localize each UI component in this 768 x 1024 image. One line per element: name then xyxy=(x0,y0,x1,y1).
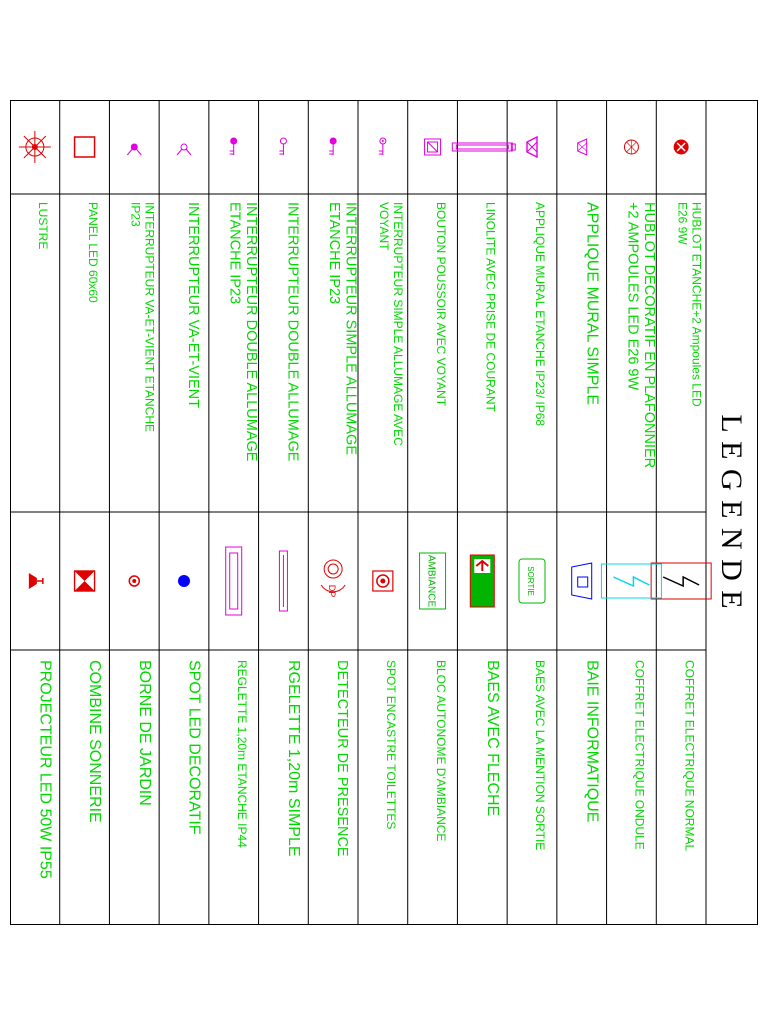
legend-title: L E G E N D E xyxy=(715,414,748,610)
switch-double-waterproof-icon xyxy=(230,138,237,155)
exit-arrow-sign-icon xyxy=(470,555,494,607)
legend-label: APPLIQUE MURAL ETANCHE IP23/ IP68 xyxy=(533,202,548,427)
linolite-icon xyxy=(452,143,515,151)
legend-label: VOYANT xyxy=(377,202,392,251)
legend-label: BAIE INFORMATIQUE xyxy=(583,660,601,823)
legend-label: HUBLOT DECORATIF EN PLAFONNIER xyxy=(640,202,657,469)
legend-label: INTERRUPTEUR DOUBLE ALLUMAGE xyxy=(243,202,260,462)
red-decorative-circle-icon xyxy=(624,140,638,154)
exit-sign-text: SORTIE xyxy=(526,566,535,596)
led-panel-icon xyxy=(75,137,95,157)
legend-label: ETANCHE IP23 xyxy=(325,202,342,305)
exit-sign-icon xyxy=(519,559,545,603)
legend-label: PANEL LED 60x60 xyxy=(85,202,100,303)
legend-label: BORNE DE JARDIN xyxy=(135,660,153,806)
left-column xyxy=(19,131,703,468)
legend-label: ETANCHE IP23 xyxy=(226,202,243,305)
legend-label: INTERRUPTEUR SIMPLE ALLUMAGE xyxy=(342,202,359,455)
led-floodlight-icon xyxy=(29,573,43,589)
legend-label: HUBLOT ETANCHE+2 Ampoules LED xyxy=(689,202,704,407)
legend-label: INTERRUPTEUR VA-ET-VIENT xyxy=(185,202,202,408)
switch-double-icon xyxy=(279,138,286,155)
electrical-box-normal-icon xyxy=(651,563,711,599)
legend-label: INTERRUPTEUR VA-ET-VIENT ETANCHE xyxy=(142,202,157,433)
presence-detector-icon xyxy=(321,560,345,597)
legend-label: INTERRUPTEUR DOUBLE ALLUMAGE xyxy=(284,202,301,462)
legend-label: BLOC AUTONOME D'AMBIANCE xyxy=(433,660,448,842)
network-rack-icon xyxy=(572,563,592,599)
batten-waterproof-icon xyxy=(226,547,242,615)
legend-label: COMBINE SONNERIE xyxy=(86,660,104,823)
batten-simple-icon xyxy=(279,551,287,611)
ambiance-block-text: AMBIANCE xyxy=(425,554,437,608)
legend-label: APPLIQUE MURAL SIMPLE xyxy=(583,202,601,406)
legend-label: SPOT LED DECORATIF xyxy=(185,660,203,835)
legend-label: BOUTON POUSSOIR AVEC VOYANT xyxy=(433,202,448,407)
legend-label: DETECTEUR DE PRESENCE xyxy=(334,660,351,857)
chandelier-icon xyxy=(19,131,51,163)
legend-label: REGLETTE 1,20m ETANCHE IP44 xyxy=(234,660,249,848)
legend-label: IP23 xyxy=(128,202,143,227)
switch-indicator-icon xyxy=(379,138,386,155)
legend-label: SPOT ENCASTRE TOILETTES xyxy=(384,660,399,830)
legend-label: COFFRET ELECTRIQUE ONDULE xyxy=(632,660,647,850)
legend-label: +2 AMPOULES LED E26 9W xyxy=(624,202,641,391)
switch-two-way-waterproof-icon xyxy=(127,144,141,155)
switch-two-way-icon xyxy=(177,144,191,155)
legend-label: INTERRUPTEUR SIMPLE ALLUMAGE AVEC xyxy=(391,202,406,446)
garden-bollard-icon xyxy=(129,576,139,586)
switch-simple-waterproof-icon xyxy=(329,138,336,155)
legend-label: LUSTRE xyxy=(36,202,51,250)
legend-label: COFFRET ELECTRIQUE NORMAL xyxy=(682,660,697,852)
legend-table xyxy=(10,100,758,925)
legend-label: BAES AVEC FLECHE xyxy=(483,660,501,817)
electrical-box-ups-icon xyxy=(601,564,661,598)
push-button-icon xyxy=(425,139,441,155)
doorbell-combo-icon xyxy=(75,571,95,591)
legend-label: LINOLITE AVEC PRISE DE COURANT xyxy=(483,202,498,412)
right-column xyxy=(29,547,711,879)
recessed-spot-icon xyxy=(373,571,393,591)
legend-label: BAES AVEC LA MENTION SORTIE xyxy=(533,660,548,851)
decorative-spot-icon xyxy=(178,575,190,587)
legend-label: E26 9W xyxy=(675,202,690,245)
legend-label: PROJECTEUR LED 50W IP55 xyxy=(36,660,54,879)
wall-light-icon xyxy=(578,139,587,155)
red-x-circle-icon xyxy=(674,140,688,154)
ambiance-block-icon xyxy=(420,553,446,609)
wall-light-waterproof-icon xyxy=(527,137,537,157)
legend-label: RGELETTE 1,20m SIMPLE xyxy=(285,660,303,857)
presence-detector-text: DP xyxy=(327,584,338,598)
